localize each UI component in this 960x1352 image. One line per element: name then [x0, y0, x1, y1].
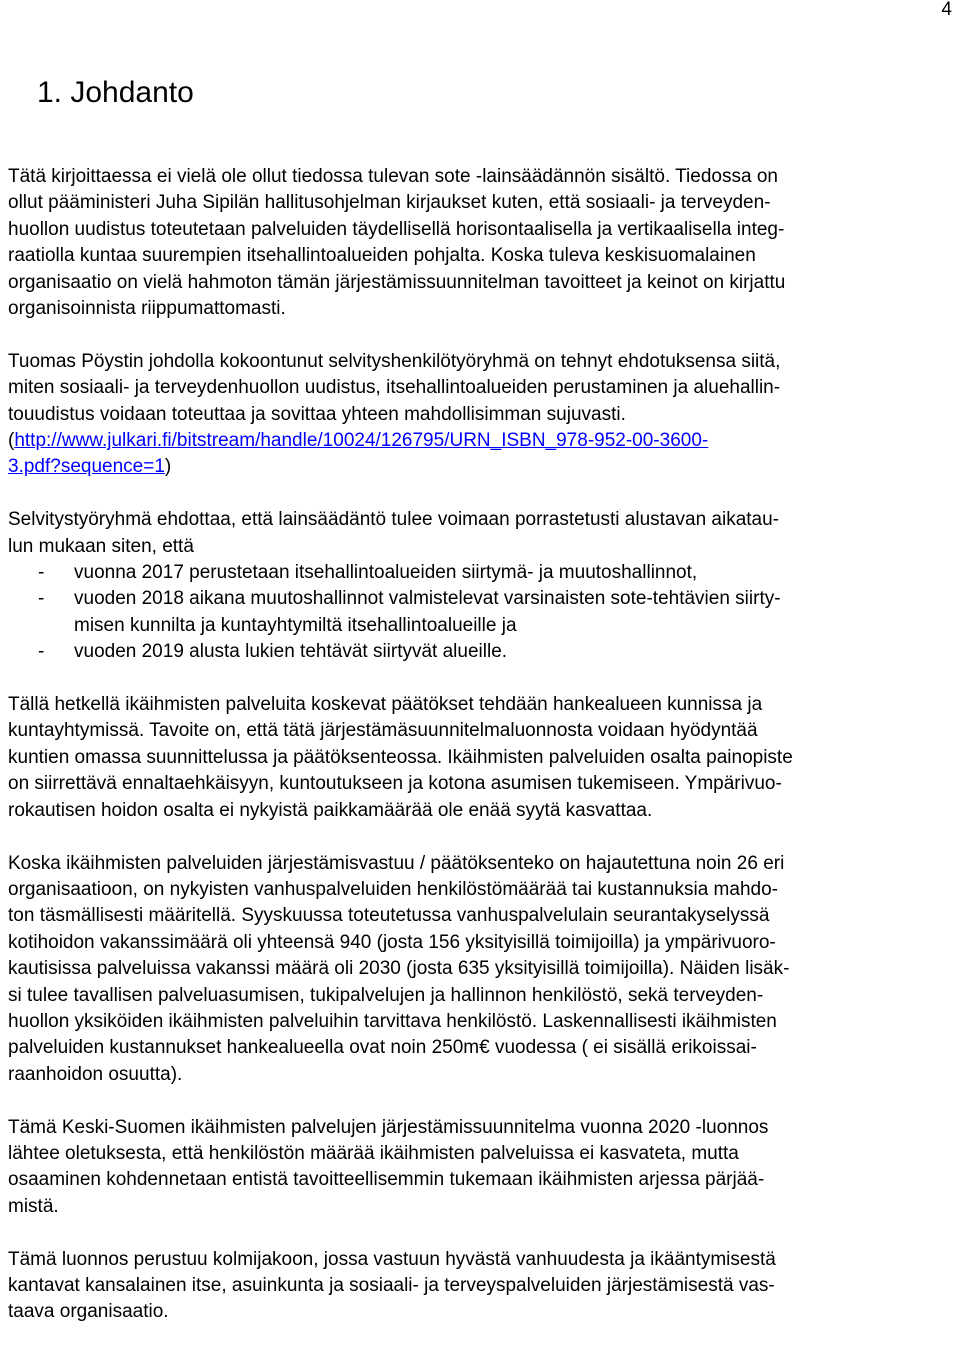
text-line: organisaatio on vielä hahmoton tämän järjestämissuunnitelman tavoitteet ja keinot on kirjattu [8, 271, 786, 293]
list-dash: - [38, 641, 45, 663]
text-line: kantavat kansalainen itse, asuinkunta ja sosiaali- ja terveyspalveluiden järjestämisestä vas- [8, 1274, 775, 1296]
text-line: Tällä hetkellä ikäihmisten palveluita koskevat päätökset tehdään hankealueen kunnissa ja [8, 694, 763, 716]
document-body [8, 164, 952, 1352]
paragraph-staffing-costs [8, 851, 952, 1089]
text-line: huollon yksiköiden ikäihmisten palveluihin tarvittava henkilöstö. Laskennallisesti ikäihmisten [8, 1010, 777, 1032]
paragraph-sote-context [8, 164, 952, 322]
text-line: raatiolla kuntaa suurempien itsehallintoalueiden pohjalta. Koska tuleva keskisuomalainen [8, 245, 756, 267]
list-item [8, 586, 952, 639]
text-line: Tätä kirjoittaessa ei vielä ole ollut tiedossa tulevan sote -lainsäädännön sisältö. Tiedossa on [8, 166, 778, 187]
text-line: miten sosiaali- ja terveydenhuollon uudistus, itsehallintoalueiden perustaminen ja aluehallin- [8, 377, 781, 399]
text-line: Tuomas Pöystin johdolla kokoontunut selvityshenkilötyöryhmä on tehnyt ehdotuksensa siitä, [8, 350, 781, 372]
text-line: Tämä Keski-Suomen ikäihmisten palvelujen järjestämissuunnitelma vuonna 2020 -luonnos [8, 1116, 769, 1138]
paragraph-current-decisions [8, 692, 952, 824]
text-line: organisoinnista riippumattomasti. [8, 298, 286, 320]
page-number: 4 [941, 0, 952, 20]
list-dash: - [38, 588, 45, 610]
julkari-link[interactable]: http://www.julkari.fi/bitstream/handle/10024/126795/URN_ISBN_978-952-00-3600- [14, 430, 709, 452]
text-line: kuntayhtymissä. Tavoite on, että tätä järjestämäsuunnitelmaluonnosta voidaan hyödyntää [8, 720, 758, 742]
text-line: raanhoidon osuutta). [8, 1063, 183, 1085]
text-line: kuntien omassa suunnittelussa ja päätöksenteossa. Ikäihmisten palveluiden osalta painopiste [8, 746, 793, 768]
text-line: mistä. [8, 1195, 59, 1217]
paragraph-plan-assumption [8, 1115, 952, 1221]
text-line: lun mukaan siten, että [8, 535, 194, 557]
text-line: lähtee oletuksesta, että henkilöstön määrää ikäihmisten palveluissa ei kasvateta, mutta [8, 1142, 739, 1164]
text-line: si tulee tavallisen palveluasumisen, tukipalvelujen ja hallinnon henkilöstö, sekä terveyden- [8, 984, 764, 1006]
text-line: rokautisen hoidon osalta ei nykyistä paikkamäärää ole enää syytä kasvattaa. [8, 799, 653, 821]
text-line: misen kunnilta ja kuntayhtymiltä itsehallintoalueille ja [74, 614, 517, 636]
text-line: kautisissa palveluissa vakanssi määrä oli 2030 (josta 635 yksityisillä toimijoilla). Näiden lisäk- [8, 958, 790, 980]
text-line: Tämä luonnos perustuu kolmijakoon, jossa vastuun hyvästä vanhuudesta ja ikääntymisestä [8, 1248, 776, 1270]
text-line: vuonna 2017 perustetaan itsehallintoalueiden siirtymä- ja muutoshallinnot, [74, 562, 698, 584]
paragraph-working-group [8, 349, 952, 481]
text-line: Koska ikäihmisten palveluiden järjestämisvastuu / päätöksenteko on hajautettuna noin 26 eri [8, 852, 785, 874]
text-line: huollon uudistus toteutetaan palveluiden täydellisellä horisontaalisella ja vertikaalisella integ- [8, 218, 785, 240]
text-line: Selvitystyöryhmä ehdottaa, että lainsäädäntö tulee voimaan porrastetusti alustavan aikatau- [8, 509, 780, 531]
text-line [8, 428, 952, 454]
text-line: taava organisaatio. [8, 1301, 169, 1323]
section-heading: 1. Johdanto [37, 76, 194, 109]
list-dash: - [38, 562, 45, 584]
link-close-paren: ) [164, 456, 172, 478]
julkari-link-continued[interactable]: 3.pdf?sequence=1 [8, 456, 165, 478]
list-item [8, 639, 952, 665]
text-line: ton täsmällisesti määritellä. Syyskuussa toteutetussa vanhuspalvelulain seurantakyselyssä [8, 905, 770, 927]
text-line [8, 454, 952, 480]
schedule-list [8, 560, 952, 666]
text-line: palveluiden kustannukset hankealueella ovat noin 250m€ vuodessa ( ei sisällä erikoissai- [8, 1037, 757, 1059]
text-line: organisaatioon, on nykyisten vanhuspalveluiden henkilöstömäärää tai kustannuksia mahdo- [8, 878, 778, 900]
text-line: ollut pääministeri Juha Sipilän hallitusohjelman kirjaukset kuten, että sosiaali- ja terveyden- [8, 192, 771, 214]
link-open-paren: ( [8, 430, 15, 452]
paragraph-schedule [8, 507, 952, 665]
text-line: osaaminen kohdennetaan entistä tavoitteellisemmin tukemaan ikäihmisten arjessa pärjää- [8, 1169, 765, 1191]
text-line: kotihoidon vakanssimäärä oli yhteensä 940 (josta 156 yksityisillä toimijoilla) ja ympärivuoro- [8, 931, 776, 953]
text-line: on siirrettävä ennaltaehkäisyyn, kuntoutukseen ja kotona asumisen tukemiseen. Ympärivuo- [8, 773, 782, 795]
text-line: vuoden 2019 alusta lukien tehtävät siirtyvät alueille. [74, 641, 508, 663]
text-line: touudistus voidaan toteuttaa ja sovittaa yhteen mahdollisimman sujuvasti. [8, 403, 626, 425]
list-item [8, 560, 952, 586]
paragraph-tripartite [8, 1247, 952, 1326]
text-line: vuoden 2018 aikana muutoshallinnot valmistelevat varsinaisten sote-tehtävien siirty- [74, 588, 781, 610]
